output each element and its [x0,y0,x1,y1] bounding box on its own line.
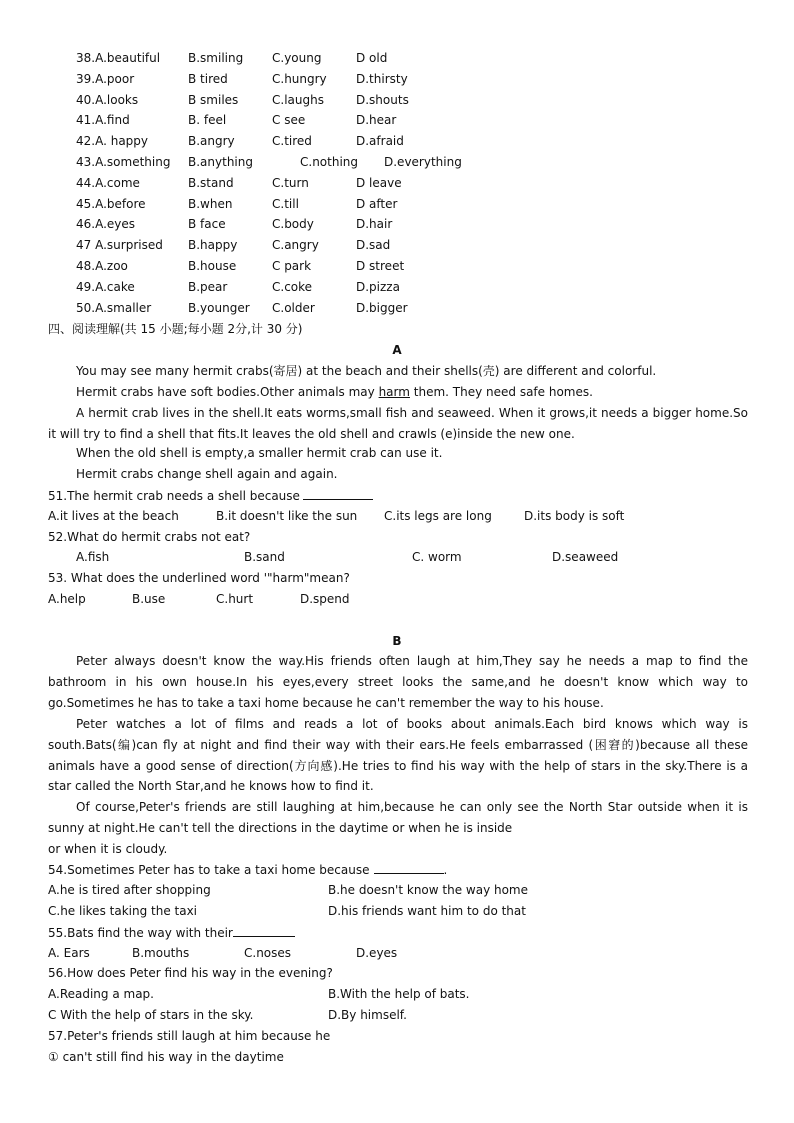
question-number: 45. [76,196,96,211]
cloze-option-d: D after [356,196,398,211]
cloze-option-a [76,217,135,232]
cloze-option-d: D.sad [356,238,391,253]
cloze-option-d: D.pizza [356,279,400,294]
cloze-option-b: B tired [188,71,228,86]
question-number: 38. [76,51,96,65]
question-51-text: 51.The hermit crab needs a shell because [48,489,300,503]
p2-after: them. They need safe homes. [409,385,593,399]
question-number: 40. [76,92,96,107]
cloze-option-c: C.tired [272,134,312,149]
passage-b-paragraph-3: Of course,Peter's friends are still laughing at him,because he can only see the North Star outside when it is sunny at night.He can't tell the directions in the daytime or when he is inside [48,800,748,835]
question-55-text: 55.Bats find the way with their [48,926,233,940]
cloze-option-a [76,280,135,295]
q51-option-a: A.it lives at the beach [48,509,179,523]
option-text: A.poor [95,71,135,86]
question-54-text: 54.Sometimes Peter has to take a taxi home because [48,863,370,877]
question-number: 49. [76,279,96,294]
cloze-option-a [76,176,140,191]
option-text: A.before [95,196,146,211]
cloze-option-b: B. feel [188,113,227,128]
q51-option-d: D.its body is soft [524,509,625,523]
cloze-option-d: D.thirsty [356,71,408,86]
cloze-option-b: B.pear [188,279,228,294]
option-text: A.surprised [95,238,163,253]
q54-option-c: C.he likes taking the taxi [48,904,198,918]
cloze-option-b: B.smiling [188,51,244,65]
passage-a-paragraph-3: A hermit crab lives in the shell.It eats worms,small fish and seaweed. When it grows,it needs a bigger home.So it will try to find a shell that fits.It leaves the old shell and crawls (e)inside the new one. [48,406,748,441]
cloze-option-a [76,155,170,170]
cloze-option-d: D leave [356,175,402,190]
q51-option-c: C.its legs are long [384,509,492,523]
option-text: A.come [95,175,140,190]
cloze-option-b: B face [188,217,226,232]
question-51 [48,488,373,504]
cloze-option-c: C.young [272,51,322,65]
cloze-option-b: B.younger [188,300,250,315]
q53-option-d: D.spend [300,592,350,606]
question-number: 42. [76,134,96,149]
passage-a-paragraph-1: You may see many hermit crabs(寄居) at the beach and their shells(壳) are different and colorful. [76,364,657,378]
passage-b-paragraph-1: Peter always doesn't know the way.His friends often laugh at him,They say he needs a map to find the bathroom in his own house.In his eyes,every street looks the same,and he doesn't know which way to go.Sometimes he has to take a taxi home because he can't remember the way to his house. [48,654,748,710]
question-54 [48,862,447,878]
q52-option-a: A.fish [76,550,110,564]
cloze-option-c: C.till [272,196,299,211]
cloze-option-d: D.everything [384,155,462,169]
q56-option-b: B.With the help of bats. [328,987,470,1001]
passage-a-paragraph-4: When the old shell is empty,a smaller hermit crab can use it. [76,446,443,460]
option-text: A. happy [95,134,149,149]
q54-option-a: A.he is tired after shopping [48,883,211,897]
q53-option-a: A.help [48,592,86,606]
question-number: 39. [76,71,96,86]
q55-option-d: D.eyes [356,946,398,960]
q52-option-b: B.sand [244,550,285,564]
answer-blank [374,862,444,874]
option-text: A.eyes [95,217,136,232]
cloze-option-d: D.shouts [356,92,409,107]
answer-blank [303,488,373,500]
cloze-option-a [76,259,128,274]
answer-blank [233,925,295,937]
q54-option-d: D.his friends want him to do that [328,904,526,918]
p2-before: Hermit crabs have soft bodies.Other animals may [76,385,379,399]
question-53: 53. What does the underlined word '"harm"mean? [48,571,350,585]
passage-a-paragraph-5: Hermit crabs change shell again and again. [76,467,338,481]
cloze-option-d: D street [356,259,405,273]
option-text: A.something [95,155,171,169]
passage-b-label: B [392,634,402,648]
cloze-option-a [76,113,130,128]
question-number: 46. [76,217,96,232]
q55-option-a: A. Ears [48,946,90,960]
cloze-option-c: C.nothing [300,155,359,169]
cloze-option-b: B smiles [188,92,239,107]
cloze-option-b: B.anything [188,155,253,169]
passage-a-paragraph-2 [76,385,593,400]
question-number: 44. [76,175,96,190]
question-57: 57.Peter's friends still laugh at him because he [48,1029,331,1043]
option-text: A.cake [95,279,135,294]
question-56: 56.How does Peter find his way in the evening? [48,966,333,980]
question-55 [48,925,295,941]
option-text: A.zoo [95,259,128,273]
q56-option-a: A.Reading a map. [48,987,154,1001]
cloze-option-c: C park [272,259,312,273]
question-number: 43. [76,155,96,169]
q57-statement-1: ① can't still find his way in the daytime [48,1050,284,1064]
q53-option-b: B.use [132,592,166,606]
underlined-word-harm: harm [378,385,410,399]
cloze-option-d: D.hear [356,113,397,128]
q56-option-c: C With the help of stars in the sky. [48,1008,254,1022]
cloze-option-c: C.angry [272,238,319,253]
cloze-option-b: B.when [188,196,233,211]
cloze-option-b: B.happy [188,238,238,253]
cloze-option-c: C.coke [272,279,313,294]
section-heading: 四、阅读理解(共 15 小题;每小题 2分,计 30 分) [48,322,303,336]
question-number: 47 [76,238,96,253]
cloze-option-b: B.angry [188,134,235,149]
question-number: 41. [76,113,96,128]
cloze-option-a [76,301,151,316]
option-text: A.smaller [95,300,152,315]
option-text: A.find [95,113,130,128]
q53-option-c: C.hurt [216,592,254,606]
q51-option-b: B.it doesn't like the sun [216,509,358,523]
passage-b-paragraph-3-cont: or when it is cloudy. [48,842,168,856]
cloze-option-c: C.hungry [272,71,327,86]
cloze-option-c: C.turn [272,175,309,190]
cloze-option-a [76,197,146,212]
cloze-option-a [76,93,138,108]
q55-option-b: B.mouths [132,946,190,960]
cloze-option-b: B.stand [188,175,234,190]
cloze-option-d: D.hair [356,217,393,232]
cloze-option-c: C see [272,113,306,128]
passage-b-paragraph-2: Peter watches a lot of films and reads a lot of books about animals.Each bird knows which way is south.Bats(编)can fly at night and find their way with their ears.He feels embarrassed (困窘的)because all these animals have a good sense of direction(方向感).He tries to find his way with the help of stars in the sky.There is a star called the North Star,and he knows how to find it. [48,717,748,794]
cloze-option-a [76,51,160,66]
q54-option-b: B.he doesn't know the way home [328,883,529,897]
q56-option-d: D.By himself. [328,1008,407,1022]
cloze-option-a [76,72,134,87]
q55-option-c: C.noses [244,946,292,960]
option-text: A.beautiful [95,51,161,65]
cloze-option-d: D.bigger [356,300,408,315]
cloze-option-c: C.laughs [272,92,324,107]
cloze-option-a [76,134,148,149]
cloze-option-c: C.body [272,217,314,232]
cloze-option-b: B.house [188,259,237,273]
cloze-option-c: C.older [272,300,315,315]
option-text: A.looks [95,92,139,107]
q52-option-c: C. worm [412,550,462,564]
question-52: 52.What do hermit crabs not eat? [48,530,251,544]
question-54-end: . [443,863,448,877]
question-number: 48. [76,259,96,273]
passage-a-label: A [392,343,402,357]
cloze-option-d: D.afraid [356,134,404,149]
q52-option-d: D.seaweed [552,550,619,564]
cloze-option-d: D old [356,51,388,65]
cloze-option-a [76,238,163,253]
question-number: 50. [76,300,96,315]
